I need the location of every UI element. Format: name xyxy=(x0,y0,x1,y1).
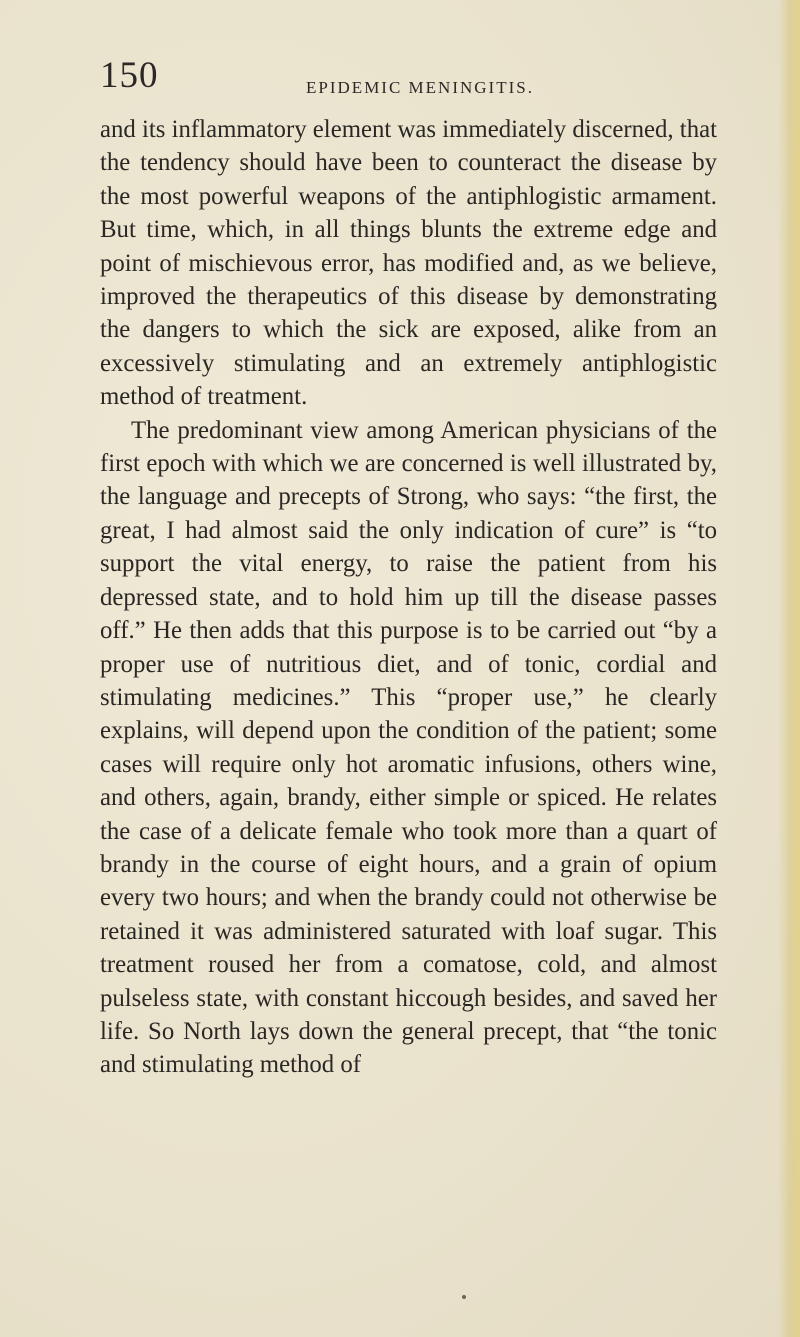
body-text xyxy=(100,113,717,1082)
page-number: 150 xyxy=(100,55,159,96)
ink-speck xyxy=(462,1295,466,1299)
page-header xyxy=(100,56,720,100)
paragraph: and its inflammatory element was immediately discerned, that the tendency should have been to counteract the disease by the most powerful weapons of the antiphlogistic armament. But time, which, in all things blunts the extreme edge and point of mischievous error, has modified and, as we believe, improved the therapeutics of this disease by demonstrating the dangers to which the sick are exposed, alike from an excessively stimulating and an extremely antiphlogistic method of treatment. xyxy=(100,116,717,411)
page-edge-discoloration xyxy=(778,0,800,1337)
running-head: EPIDEMIC MENINGITIS. xyxy=(306,78,534,97)
paragraph: The predominant view among American physicians of the first epoch with which we are concerned is well illustrated by, the language and precepts of Strong, who says: “the first, the great, I had almost said the only indication of cure” is “to support the vital energy, to raise the patient from his depressed state, and to hold him up till the disease passes off.” He then adds that this purpose is to be carried out “by a proper use of nutritious diet, and of tonic, cordial and stimulating medicines.” This “proper use,” he clearly explains, will depend upon the condition of the patient; some cases will require only hot aromatic infusions, others wine, and others, again, brandy, either simple or spiced. He relates the case of a delicate female who took more than a quart of brandy in the course of eight hours, and a grain of opium every two hours; and when the brandy could not otherwise be retained it was administered saturated with loaf sugar. This treatment roused her from a comatose, cold, and almost pulseless state, with constant hiccough besides, and saved her life. So North lays down the general precept, that “the tonic and stimulating method of xyxy=(100,416,717,1079)
